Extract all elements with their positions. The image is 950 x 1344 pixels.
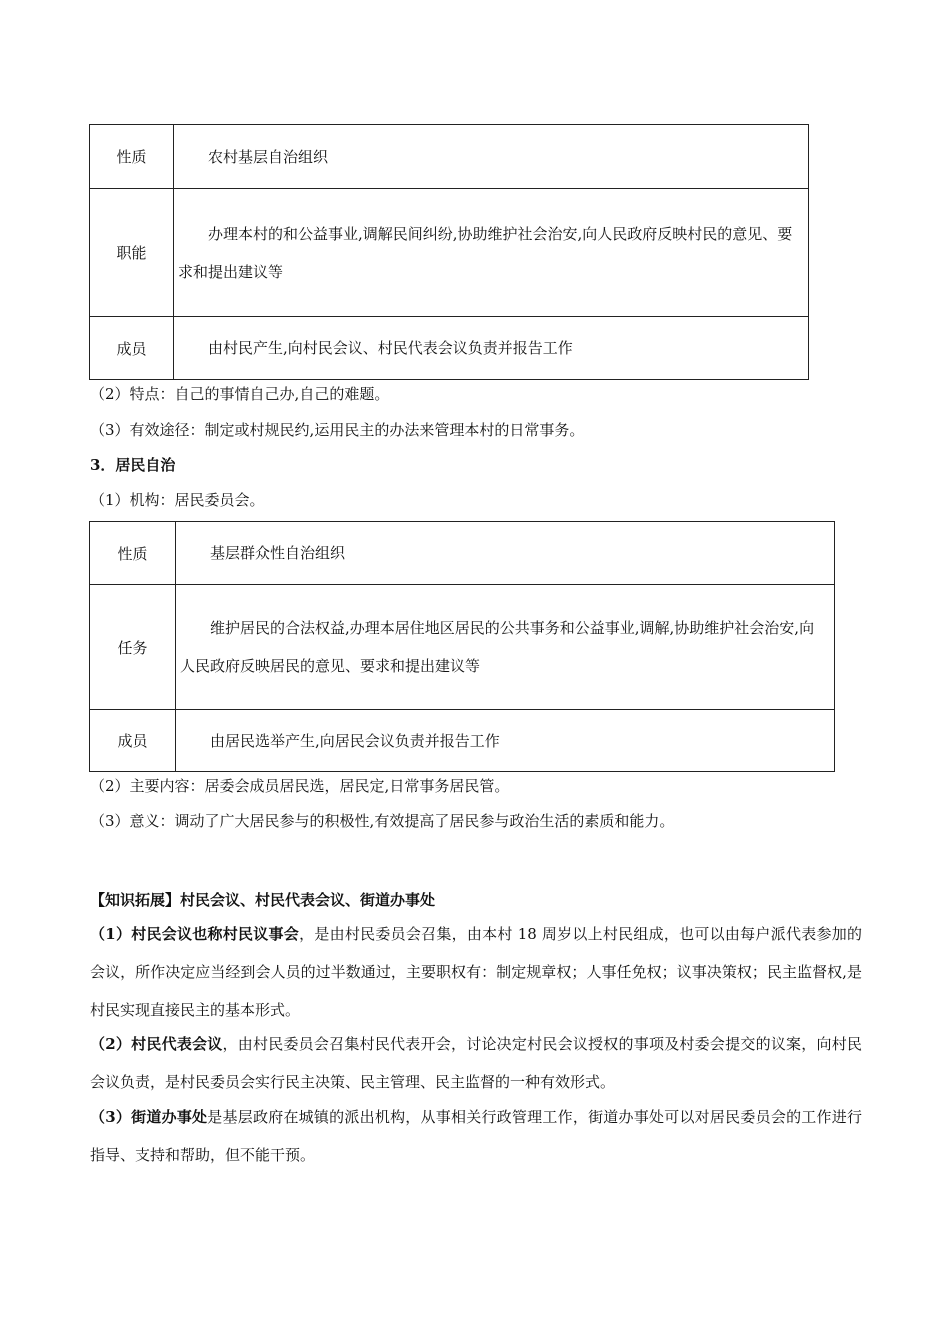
table-row (90, 710, 835, 772)
row-label: 任务 (90, 585, 176, 710)
resident-org: （1）机构：居民委员会。 (90, 491, 265, 509)
row-label: 成员 (90, 710, 176, 772)
paragraph-text: 是基层政府在城镇的派出机构，从事相关行政管理工作，街道办事处可以对居民委员会的工作进行指导、支持和帮助，但不能干预。 (90, 1108, 862, 1164)
resident-meaning: （3）意义：调动了广大居民参与的积极性,有效提高了居民参与政治生活的素质和能力。 (90, 812, 675, 830)
resident-main-content: （2）主要内容：居委会成员居民选，居民定,日常事务居民管。 (90, 777, 510, 795)
table-row (90, 585, 835, 710)
table-row (90, 522, 835, 585)
expand-paragraph-3 (90, 1098, 862, 1174)
paragraph-term: （1）村民会议也称村民议事会 (90, 925, 300, 943)
section-heading: 3．居民自治 (90, 456, 176, 474)
expand-paragraph-2 (90, 1025, 862, 1101)
expand-heading: 【知识拓展】村民会议、村民代表会议、街道办事处 (90, 891, 436, 909)
village-feature: （2）特点：自己的事情自己办,自己的难题。 (90, 385, 390, 403)
row-label: 职能 (90, 189, 174, 317)
row-label: 成员 (90, 317, 174, 380)
table-row (90, 125, 809, 189)
village-approach: （3）有效途径：制定或村规民约,运用民主的办法来管理本村的日常事务。 (90, 421, 585, 439)
table-row (90, 189, 809, 317)
row-content: 由村民产生,向村民会议、村民代表会议负责并报告工作 (174, 317, 809, 380)
paragraph-term: （3）街道办事处 (90, 1108, 208, 1126)
paragraph-term: （2）村民代表会议 (90, 1035, 223, 1053)
row-label: 性质 (90, 125, 174, 189)
residents-committee-table (89, 521, 835, 772)
row-content: 办理本村的和公益事业,调解民间纠纷,协助维护社会治安,向人民政府反映村民的意见、要求和提出建议等 (174, 189, 809, 317)
row-label: 性质 (90, 522, 176, 585)
paragraph-text: ，由村民委员会召集村民代表开会，讨论决定村民会议授权的事项及村委会提交的议案，向村民会议负责，是村民委员会实行民主决策、民主管理、民主监督的一种有效形式。 (90, 1035, 862, 1091)
expand-paragraph-1 (90, 915, 862, 1029)
paragraph-text: ，是由村民委员会召集，由本村 18 周岁以上村民组成，也可以由每户派代表参加的会议，所作决定应当经到会人员的过半数通过，主要职权有：制定规章权；人事任免权；议事决策权；民主监督权,是村民实现直接民主的基本形式。 (90, 925, 862, 1019)
table-row (90, 317, 809, 380)
row-content: 基层群众性自治组织 (176, 522, 835, 585)
row-content: 维护居民的合法权益,办理本居住地区居民的公共事务和公益事业,调解,协助维护社会治安,向人民政府反映居民的意见、要求和提出建议等 (176, 585, 835, 710)
village-committee-table (89, 124, 809, 380)
row-content: 农村基层自治组织 (174, 125, 809, 189)
row-content: 由居民选举产生,向居民会议负责并报告工作 (176, 710, 835, 772)
